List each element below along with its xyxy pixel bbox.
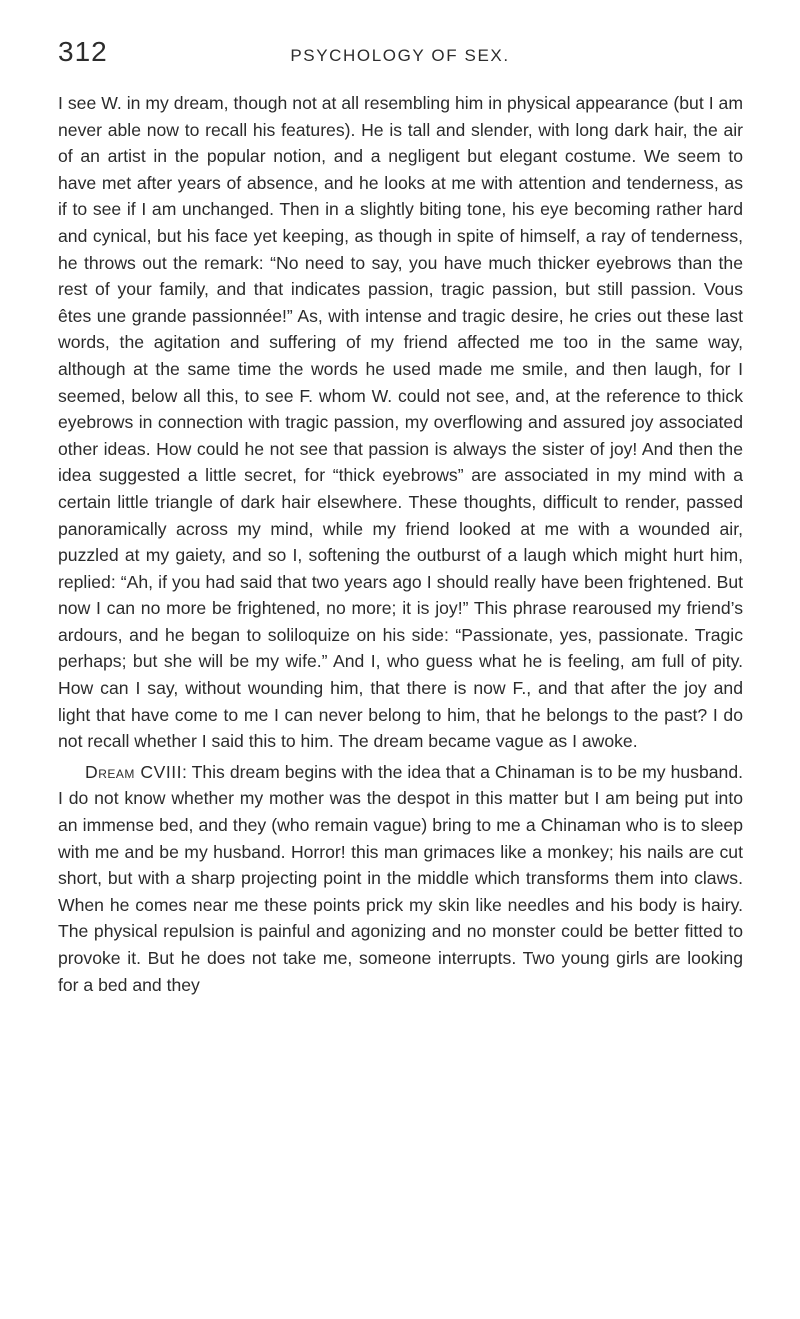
paragraph	[58, 759, 743, 998]
page-header	[58, 36, 742, 76]
paragraph-text: : This dream begins with the idea that a Chinaman is to be my husband. I do not know whether my mother was the despot in this matter but I am being put into an immense bed, and they (who remain vague) bring to me a Chinaman who is to sleep with me and be my husband. Horror! this man grimaces like a monkey; his nails are cut short, but with a sharp projecting point in the middle which transforms them into claws. When he comes near me these points prick my skin like needles and his body is hairy. The physical repulsion is painful and agonizing and no monster could be better fitted to provoke it. But he does not take me, someone interrupts. Two young girls are looking for a bed and they	[58, 761, 743, 995]
dream-label: Dream CVIII	[85, 761, 183, 782]
paragraph: I see W. in my dream, though not at all resembling him in physical appearance (but I am never able now to recall his features). He is tall and slender, with long dark hair, the air of an artist in the popular notion, and a negligent but elegant costume. We seem to have met after years of absence, and he looks at me with attention and tenderness, as if to see if I am unchanged. Then in a slightly biting tone, his eye becoming rather hard and cynical, but his face yet keeping, as though in spite of himself, a ray of tenderness, he throws out the remark: “No need to say, you have much thicker eyebrows than the rest of your family, and that indicates passion, tragic passion, but still passion. Vous êtes une grande passionnée!” As, with intense and tragic desire, he cries out these last words, the agitation and suffering of my friend affected me too in the same way, although at the same time the words he used made me smile, and then laugh, for I seemed, below all this, to see F. whom W. could not see, and, at the reference to thick eyebrows in connection with tragic passion, my overflowing and assured joy associated other ideas. How could he not see that passion is always the sister of joy! And then the idea suggested a little secret, for “thick eyebrows” are associated in my mind with a certain little triangle of dark hair elsewhere. These thoughts, difficult to render, passed panoramically across my mind, while my friend looked at me with a wounded air, puzzled at my gaiety, and so I, softening the outburst of a laugh which might hurt him, replied: “Ah, if you had said that two years ago I should really have been frightened. But now I can no more be frightened, no more; it is joy!” This phrase rearoused my friend’s ardours, and he began to soliloquize on his side: “Passionate, yes, passionate. Tragic perhaps; but she will be my wife.” And I, who guess what he is feeling, am full of pity. How can I say, without wounding him, that there is now F., and that after the joy and light that have come to me I can never belong to him, that he belongs to the past? I do not recall whether I said this to him. The dream became vague as I awoke.	[58, 93, 743, 752]
body-text	[58, 90, 743, 998]
page-number: 312	[58, 36, 108, 67]
running-head: PSYCHOLOGY OF SEX.	[290, 46, 510, 65]
